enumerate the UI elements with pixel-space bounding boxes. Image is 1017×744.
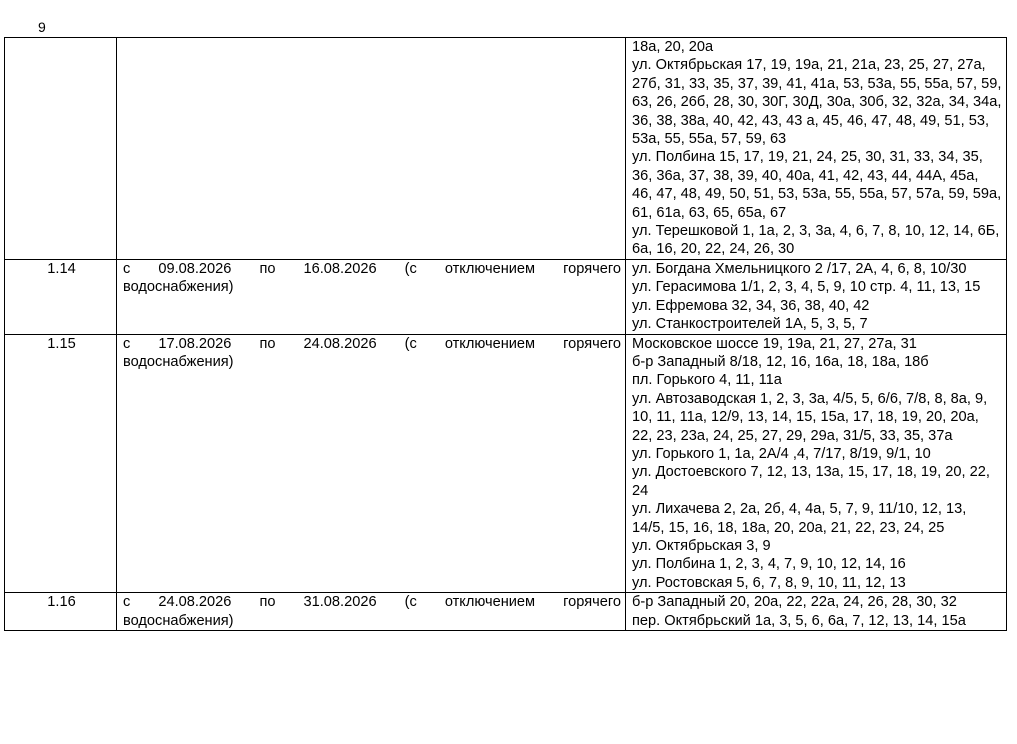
address-entry: ул. Достоевского 7, 12, 13, 13а, 15, 17, 18, 19, 20, 22, 24 [632, 464, 990, 499]
period-word: (с [404, 260, 417, 277]
address-entry: ул. Полбина 1, 2, 3, 4, 7, 9, 10, 12, 14, 16 [632, 556, 906, 573]
period-line [123, 593, 621, 611]
address-entry: ул. Полбина 15, 17, 19, 21, 24, 25, 30, 31, 33, 34, 35, 36, 36а, 37, 38, 39, 40, 40а, 41, 42, 43, 44, 44А, 45а, 46, 47, 48, 49, 50, 51, 53, 53а, 55, 55а, 57, 57а, 59, 59а, 61, 61а, 63, 65, 65а, 67 [632, 149, 1002, 221]
address-entry: 18а, 20, 20а [632, 39, 714, 55]
period-word: 17.08.2026 [158, 335, 232, 352]
addresses-cell [626, 259, 1007, 334]
address-entry: пл. Горького 4, 11, 11а [632, 372, 782, 389]
period-word: 16.08.2026 [303, 260, 377, 277]
address-entry: ул. Горького 1, 1а, 2А/4 ,4, 7/17, 8/19, 9/1, 10 [632, 445, 931, 462]
table-row [5, 38, 1007, 260]
period-word: по [259, 260, 276, 277]
address-entry: ул. Богдана Хмельницкого 2 /17, 2А, 4, 6, 8, 10/30 [632, 260, 967, 277]
address-entry: ул. Автозаводская 1, 2, 3, 3а, 4/5, 5, 6/6, 7/8, 8, 8а, 9, 10, 11, 11а, 12/9, 13, 14, 15, 15а, 17, 18, 19, 20, 20а, 22, 23, 23а, 24, 25, 27, 29, 29а, 31/5, 33, 35, 37а [632, 390, 988, 444]
period-line [123, 335, 621, 353]
period-word: (с [404, 594, 417, 611]
period-word: (с [404, 335, 417, 352]
period-word: отключением [444, 335, 536, 352]
address-entry: б-р Западный 20, 20а, 22, 22а, 24, 26, 28, 30, 32 [632, 594, 957, 611]
row-number-cell [5, 38, 117, 260]
period-word: отключением [444, 594, 536, 611]
period-cell [117, 38, 626, 260]
period-cell [117, 259, 626, 334]
period-word: отключением [444, 260, 536, 277]
table-row [5, 334, 1007, 593]
period-word: с [123, 594, 131, 611]
table-row [5, 259, 1007, 334]
address-entry: б-р Западный 8/18, 12, 16, 16а, 18, 18а, 18б [632, 353, 929, 370]
addresses-cell [626, 334, 1007, 593]
row-number-cell: 1.15 [5, 334, 117, 593]
period-word: 31.08.2026 [303, 594, 377, 611]
period-cell [117, 593, 626, 631]
address-entry: ул. Терешковой 1, 1а, 2, 3, 3а, 4, 6, 7, 8, 10, 12, 14, 6Б, 6а, 16, 20, 22, 24, 26, 30 [632, 223, 1000, 258]
period-word: 24.08.2026 [158, 594, 232, 611]
addresses-cell [626, 38, 1007, 260]
period-cell [117, 334, 626, 593]
schedule-table-body [5, 38, 1007, 631]
period-word: 09.08.2026 [158, 260, 232, 277]
period-word: горячего [563, 260, 621, 277]
address-entry: ул. Ефремова 32, 34, 36, 38, 40, 42 [632, 297, 870, 314]
period-word: горячего [563, 335, 621, 352]
address-entry: ул. Станкостроителей 1А, 5, 3, 5, 7 [632, 316, 868, 333]
period-line: водоснабжения) [123, 279, 234, 296]
address-entry: ул. Октябрьская 3, 9 [632, 537, 771, 554]
row-number-cell: 1.16 [5, 593, 117, 631]
period-line: водоснабжения) [123, 612, 234, 629]
period-word: по [259, 594, 276, 611]
schedule-table [4, 37, 1007, 631]
period-word: горячего [563, 594, 621, 611]
period-word: с [123, 335, 131, 352]
row-number-cell: 1.14 [5, 259, 117, 334]
table-row [5, 593, 1007, 631]
address-entry: ул. Ростовская 5, 6, 7, 8, 9, 10, 11, 12, 13 [632, 574, 906, 591]
address-entry: Московское шоссе 19, 19а, 21, 27, 27а, 31 [632, 335, 917, 352]
address-entry: ул. Лихачева 2, 2а, 2б, 4, 4а, 5, 7, 9, 11/10, 12, 13, 14/5, 15, 16, 18, 18а, 20, 20а, 21, 22, 23, 24, 25 [632, 501, 967, 536]
period-word: по [259, 335, 276, 352]
address-entry: пер. Октябрьский 1а, 3, 5, 6, 6а, 7, 12, 13, 14, 15а [632, 612, 966, 629]
addresses-cell [626, 593, 1007, 631]
page-number: 9 [38, 19, 46, 35]
address-entry: ул. Октябрьская 17, 19, 19а, 21, 21а, 23, 25, 27, 27а, 27б, 31, 33, 35, 37, 39, 41, 41а, 53, 53а, 55, 55а, 57, 59, 63, 26, 26б, 28, 30, 30Г, 30Д, 30а, 30б, 32, 32а, 34, 34а, 36, 38, 38а, 40, 42, 43, 43 а, 45, 46, 47, 48, 49, 51, 53, 53а, 55, 55а, 57, 59, 63 [632, 57, 1002, 148]
period-line [123, 260, 621, 278]
address-entry: ул. Герасимова 1/1, 2, 3, 4, 5, 9, 10 стр. 4, 11, 13, 15 [632, 279, 981, 296]
period-word: с [123, 260, 131, 277]
period-line: водоснабжения) [123, 353, 234, 370]
period-word: 24.08.2026 [303, 335, 377, 352]
